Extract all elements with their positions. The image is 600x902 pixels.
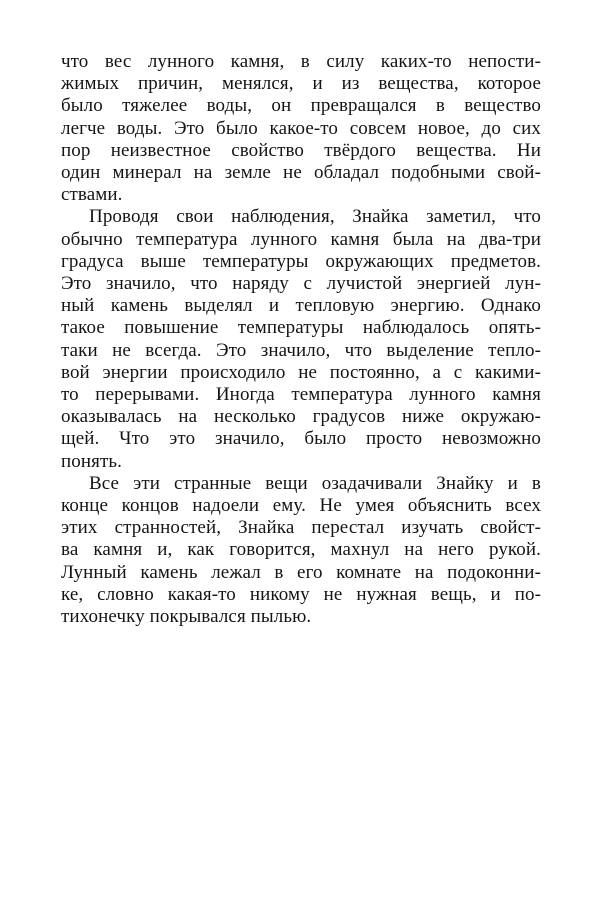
- text-line: один минерал на земле не обладал подобными свой-: [61, 162, 541, 184]
- text-line: ва камня и, как говорится, махнул на него рукой.: [61, 539, 541, 561]
- text-line: что вес лунного камня, в силу каких-то непости-: [61, 51, 541, 72]
- text-line: этих странностей, Знайка перестал изучать свойст-: [61, 517, 541, 539]
- text-line: то перерывами. Иногда температура лунного камня: [61, 384, 541, 406]
- text-line: было тяжелее воды, он превращался в вещество: [61, 95, 541, 117]
- text-line: такое повышение температуры наблюдалось опять-: [61, 317, 541, 339]
- text-line: Проводя свои наблюдения, Знайка заметил, что: [89, 206, 541, 228]
- text-line: жимых причин, менялся, и из вещества, которое: [61, 73, 541, 95]
- text-line: тихонечку покрывался пылью.: [61, 606, 312, 628]
- text-line: ке, словно какая-то никому не нужная вещь, и по-: [61, 583, 541, 605]
- text-line: оказывалась на несколько градусов ниже окружаю-: [61, 406, 541, 428]
- text-line: щей. Что это значило, было просто невозможно: [61, 428, 541, 450]
- text-line: понять.: [61, 450, 122, 472]
- paragraph-1: [61, 51, 541, 206]
- paragraph-3: [61, 473, 541, 628]
- text-line: обычно температура лунного камня была на два-три: [61, 228, 541, 250]
- text-line: таки не всегда. Это значило, что выделение тепло-: [61, 339, 541, 361]
- text-line: Все эти странные вещи озадачивали Знайку и в: [89, 472, 541, 494]
- text-line: Это значило, что наряду с лучистой энергией лун-: [61, 273, 541, 295]
- text-line: вой энергии происходило не постоянно, а с какими-: [61, 361, 541, 383]
- paragraph-2: [61, 206, 541, 472]
- text-line: конце концов надоели ему. Не умея объяснить всех: [61, 495, 541, 517]
- text-line: ствами.: [61, 184, 123, 206]
- text-line: ный камень выделял и тепловую энергию. Однако: [61, 295, 541, 317]
- text-line: легче воды. Это было какое-то совсем новое, до сих: [61, 117, 541, 139]
- text-line: градуса выше температуры окружающих предметов.: [61, 250, 541, 272]
- text-line: пор неизвестное свойство твёрдого вещества. Ни: [61, 139, 541, 161]
- text-line: Лунный камень лежал в его комнате на подоконни-: [61, 561, 541, 583]
- body-text: [61, 51, 541, 628]
